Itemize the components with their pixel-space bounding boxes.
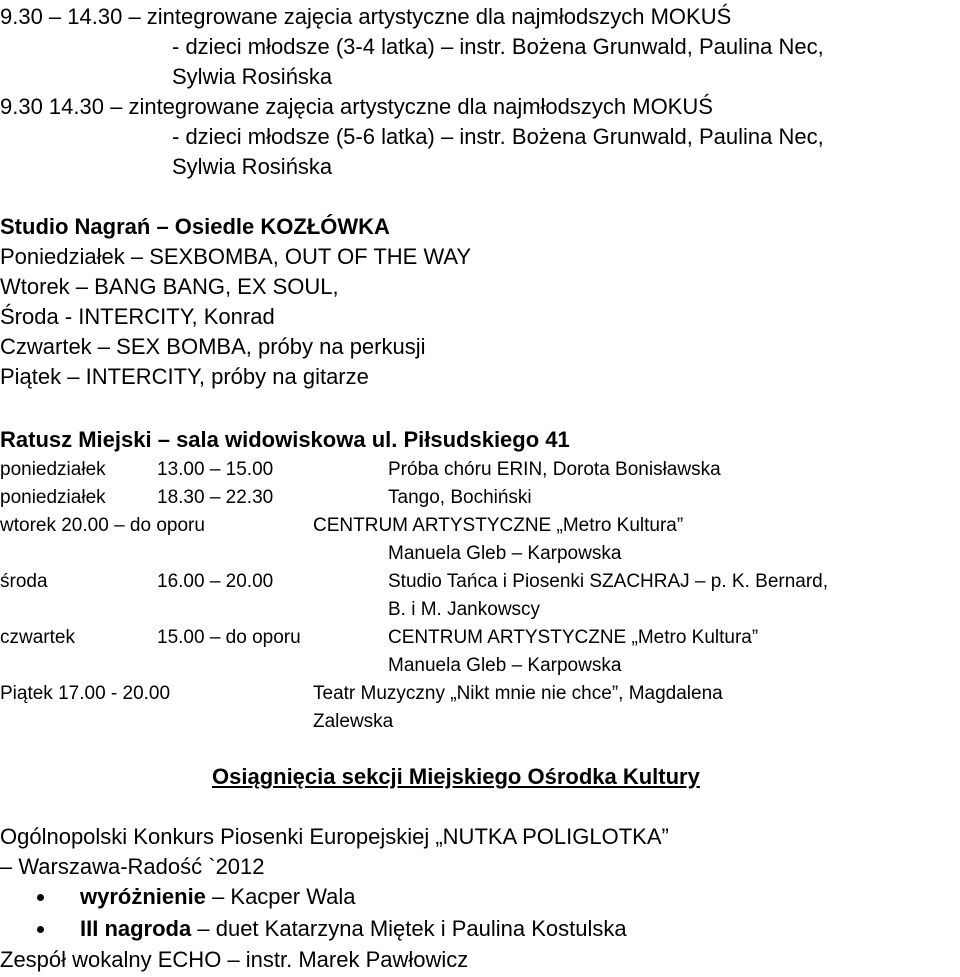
ratusz-row-4-activity: Studio Tańca i Piosenki SZACHRAJ – p. K. Bernard, xyxy=(388,571,829,592)
contest-location: – Warszawa-Radość `2012 xyxy=(0,854,265,879)
mokus-2-time: 9.30 14.30 – zintegrowane zajęcia artystyczne dla najmłodszych MOKUŚ xyxy=(0,94,713,119)
ratusz-row-2-activity: Tango, Bochiński xyxy=(388,487,532,508)
award-winner: – Kacper Wala xyxy=(212,884,356,909)
ratusz-row-3-activity-cont: Manuela Gleb – Karpowska xyxy=(388,543,622,564)
echo-ensemble-line: Zespół wokalny ECHO – instr. Marek Pawłowicz xyxy=(0,947,469,972)
mokus-2-group: - dzieci młodsze (5-6 latka) – instr. Bożena Grunwald, Paulina Nec, xyxy=(172,124,824,149)
ratusz-row-2-time: 18.30 – 22.30 xyxy=(157,487,274,508)
achievements-heading: Osiągnięcia sekcji Miejskiego Ośrodka Kultury xyxy=(212,764,700,789)
ratusz-row-1-time: 13.00 – 15.00 xyxy=(157,459,274,480)
ratusz-row-4-activity-cont: B. i M. Jankowscy xyxy=(388,599,541,620)
mokus-2-instructors: Sylwia Rosińska xyxy=(172,154,333,179)
studio-day-monday: Poniedziałek – SEXBOMBA, OUT OF THE WAY xyxy=(0,244,472,269)
award-item-2 xyxy=(80,914,627,944)
award-item-1 xyxy=(80,882,356,912)
ratusz-row-5-activity-cont: Manuela Gleb – Karpowska xyxy=(388,655,622,676)
studio-day-tuesday: Wtorek – BANG BANG, EX SOUL, xyxy=(0,274,339,299)
studio-day-thursday: Czwartek – SEX BOMBA, próby na perkusji xyxy=(0,334,426,359)
bullet-icon xyxy=(37,926,44,933)
mokus-1-group: - dzieci młodsze (3-4 latka) – instr. Bożena Grunwald, Paulina Nec, xyxy=(172,34,824,59)
ratusz-row-4-time: 16.00 – 20.00 xyxy=(157,571,274,592)
mokus-1-time: 9.30 – 14.30 – zintegrowane zajęcia artystyczne dla najmłodszych MOKUŚ xyxy=(0,4,732,29)
studio-day-wednesday: Środa - INTERCITY, Konrad xyxy=(0,304,275,329)
ratusz-row-5-time: 15.00 – do oporu xyxy=(157,627,301,648)
ratusz-heading: Ratusz Miejski – sala widowiskowa ul. Piłsudskiego 41 xyxy=(0,427,570,452)
studio-heading: Studio Nagrań – Osiedle KOZŁÓWKA xyxy=(0,214,390,239)
award-name: wyróżnienie xyxy=(80,884,206,909)
contest-title: Ogólnopolski Konkurs Piosenki Europejskiej „NUTKA POLIGLOTKA” xyxy=(0,824,669,849)
ratusz-row-4-day: środa xyxy=(0,571,48,592)
award-name: III nagroda xyxy=(80,916,192,941)
bullet-icon xyxy=(37,894,44,901)
studio-day-friday: Piątek – INTERCITY, próby na gitarze xyxy=(0,364,369,389)
ratusz-row-1-day: poniedziałek xyxy=(0,459,106,480)
ratusz-row-5-activity: CENTRUM ARTYSTYCZNE „Metro Kultura” xyxy=(388,627,759,648)
ratusz-row-6-activity-cont: Zalewska xyxy=(313,711,394,732)
mokus-1-instructors: Sylwia Rosińska xyxy=(172,64,333,89)
ratusz-row-6-activity: Teatr Muzyczny „Nikt mnie nie chce”, Magdalena xyxy=(313,683,723,704)
ratusz-row-6-day: Piątek 17.00 - 20.00 xyxy=(0,683,171,704)
award-winner: – duet Katarzyna Miętek i Paulina Kostulska xyxy=(197,916,627,941)
ratusz-row-3-day: wtorek 20.00 – do oporu xyxy=(0,515,205,536)
ratusz-row-3-activity: CENTRUM ARTYSTYCZNE „Metro Kultura” xyxy=(313,515,684,536)
ratusz-row-5-day: czwartek xyxy=(0,627,75,648)
ratusz-row-2-day: poniedziałek xyxy=(0,487,106,508)
ratusz-row-1-activity: Próba chóru ERIN, Dorota Bonisławska xyxy=(388,459,721,480)
